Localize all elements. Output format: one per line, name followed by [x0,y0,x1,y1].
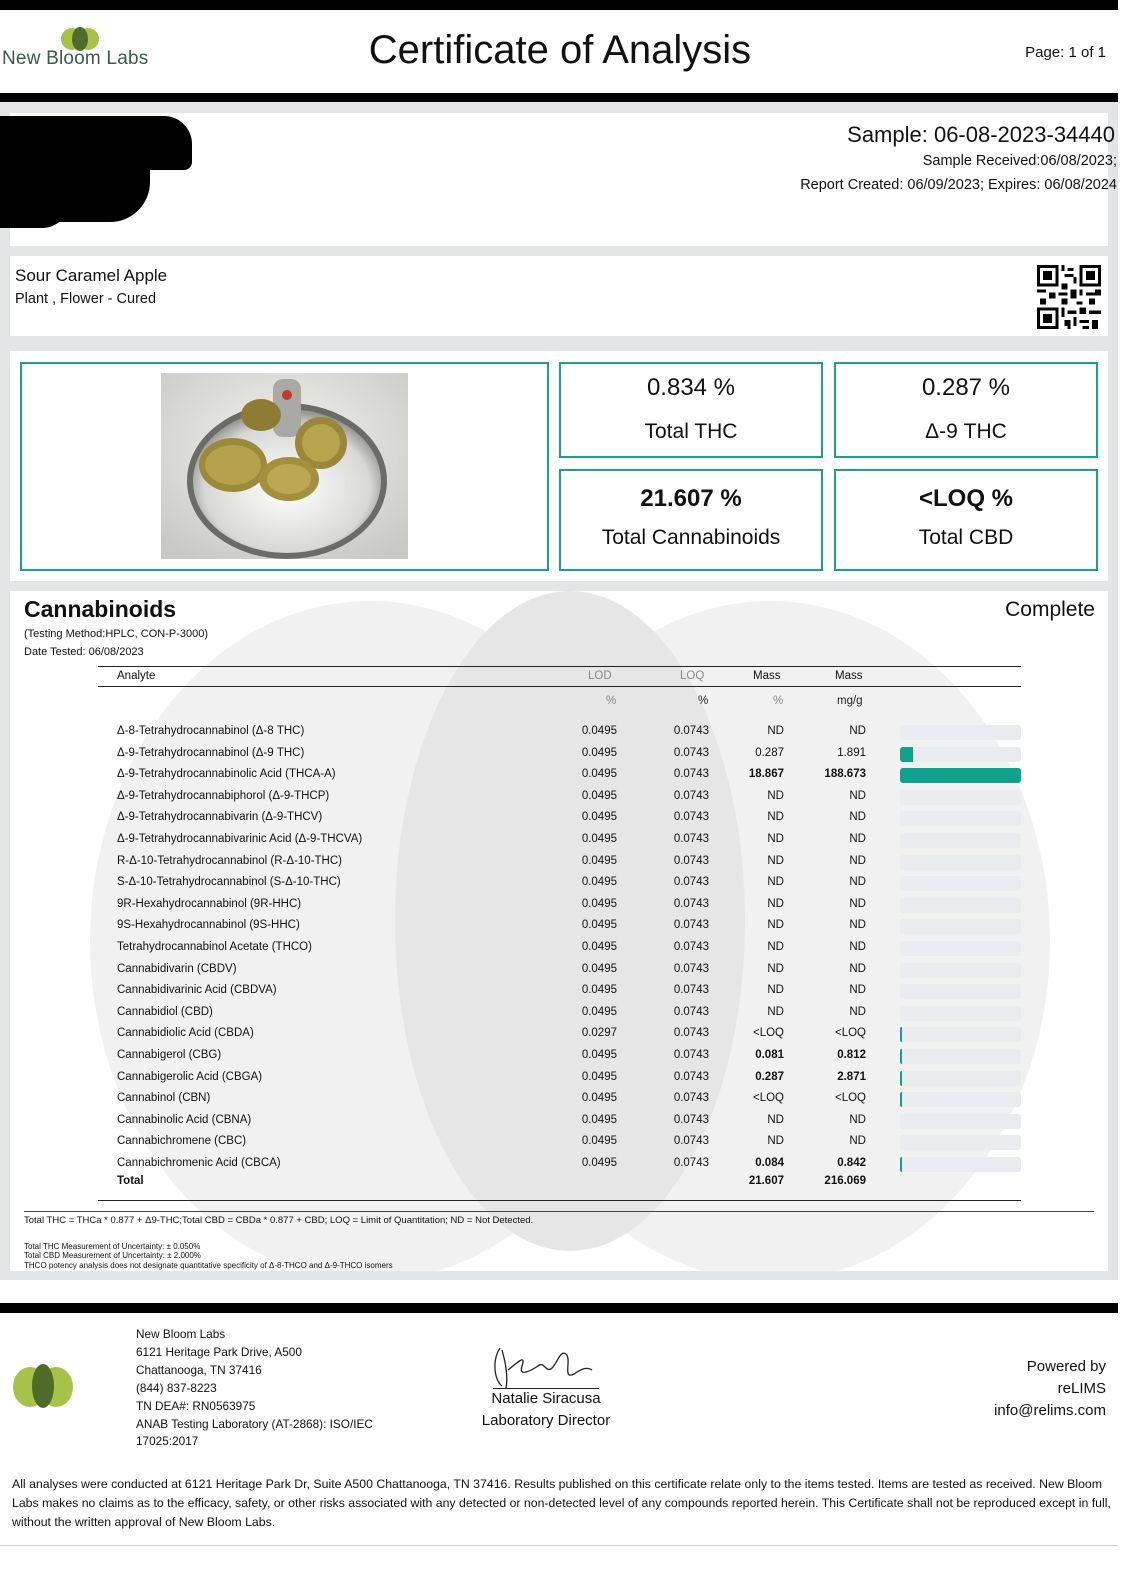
loq-value: 0.0743 [673,1005,709,1018]
footnote-rule [24,1211,1094,1212]
loq-value: 0.0743 [673,811,709,824]
lod-value: 0.0495 [581,811,617,824]
loq-value: 0.0743 [673,725,709,737]
mass-bar-fill [900,1092,902,1107]
section-status: Complete [1005,598,1095,621]
lod-value: 0.0495 [581,1049,617,1061]
loq-value: 0.0743 [673,962,709,975]
analyte-name: 9R-Hexahydrocannabinol (9R-HHC) [117,897,302,910]
analyte-name: Δ-8-Tetrahydrocannabinol (Δ-8 THC) [117,725,305,737]
lab-phone: (844) 837-8223 [136,1380,217,1395]
mass-bar-track [900,768,1021,783]
total-cannabinoids-label: Total Cannabinoids [601,526,781,549]
signature [488,1340,598,1392]
footnote-definitions: Total THC = THCa * 0.877 + Δ9-THC;Total CBD = CBDa * 0.877 + CBD; LOQ = Limit of Quantitation; ND = Not Detected. [24,1215,534,1226]
table-row [98,1111,1021,1132]
mass-mg-value: ND [849,984,866,997]
mass-mg-value: ND [849,833,866,845]
loq-value: 0.0743 [673,1092,709,1105]
mass-bar-track [900,919,1021,934]
mass-bar-track [900,1135,1021,1150]
mass-bar-track [900,855,1021,870]
total-cbd-label: Total CBD [918,526,1014,549]
mass-pct-value: ND [767,919,784,932]
mass-bar-track [900,1071,1021,1086]
total-mass-pct: 21.607 [748,1175,784,1187]
total-cannabinoids-value: 21.607 % [640,485,742,512]
header-rule [0,93,1118,102]
uncertainty-notes [24,1242,393,1270]
mass-bar-track [900,833,1021,848]
mass-mg-value: ND [849,962,866,975]
mass-mg-value: 0.842 [837,1157,866,1169]
mass-pct-value: 18.867 [748,768,784,781]
col-header-analyte: Analyte [117,670,156,682]
mass-bar-track [900,984,1021,999]
mass-mg-value: 2.871 [837,1070,866,1083]
mass-pct-value: ND [767,1113,784,1126]
lab-accreditation: ANAB Testing Laboratory (AT-2868): ISO/IEC [136,1416,373,1431]
mass-pct-value: 0.287 [755,746,784,759]
table-row [98,1068,1021,1089]
signer-name: Natalie Siracusa [491,1390,601,1407]
unit-lod: % [606,695,617,707]
lod-value: 0.0495 [581,789,617,802]
lod-value: 0.0495 [581,833,617,845]
loq-value: 0.0743 [673,746,709,759]
table-row [98,744,1021,765]
signature-line [493,1388,599,1389]
loq-value: 0.0743 [673,1157,709,1169]
loq-value: 0.0743 [673,1027,709,1040]
table-row [98,830,1021,851]
mass-mg-value: ND [849,876,866,889]
date-tested: Date Tested: 06/08/2023 [24,646,144,658]
mass-bar-track [900,941,1021,956]
lod-value: 0.0297 [581,1027,617,1040]
mass-pct-value: ND [767,833,784,845]
mass-pct-value: ND [767,1135,784,1148]
mass-mg-value: ND [849,811,866,824]
sample-received: Sample Received:06/08/2023; [922,153,1117,169]
mass-bar-fill [900,768,1021,783]
page-title: Certificate of Analysis [368,28,752,72]
mass-mg-value: ND [849,854,866,867]
bottom-rule [0,1545,1118,1546]
analyte-name: Tetrahydrocannabinol Acetate (THCO) [117,941,312,953]
mass-mg-value: 188.673 [824,768,866,781]
mass-bar-fill [900,1027,902,1042]
table-bottom-rule [98,1200,1021,1201]
mass-bar-track [900,898,1021,913]
new-bloom-logo-icon [12,1362,74,1412]
table-row [98,1003,1021,1024]
disclaimer: All analyses were conducted at 6121 Heritage Park Dr, Suite A500 Chattanooga, TN 37416. Results published on this certificate relate only to the items tested. Items are tested as received. New Bloom Labs makes no claims as to the efficacy, safety, or other risks associated with any detected or non-detected level of any compounds reported herein. This Certificate shall not be reproduced except in full, without the written approval of New Bloom Labs. [12,1477,1111,1529]
mass-mg-value: ND [849,919,866,932]
table-row [98,787,1021,808]
mass-bar-track [900,1092,1021,1107]
mass-pct-value: ND [767,984,784,997]
lod-value: 0.0495 [581,897,617,910]
analyte-name: Cannabidivarin (CBDV) [117,962,237,975]
mass-bar-track [900,1114,1021,1129]
mass-mg-value: ND [849,725,866,737]
total-thc-card [559,362,823,458]
col-header-mass-mg: Mass [835,670,863,682]
lod-value: 0.0495 [581,746,617,759]
mass-pct-value: 0.287 [755,1070,784,1083]
analyte-name: Cannabidivarinic Acid (CBDVA) [117,984,277,997]
table-row [98,1089,1021,1110]
mass-mg-value: <LOQ [834,1092,866,1105]
mass-mg-value: <LOQ [834,1027,866,1040]
analyte-name: Δ-9-Tetrahydrocannabivarin (Δ-9-THCV) [117,811,323,824]
total-thc-value: 0.834 % [646,374,736,401]
table-row [98,722,1021,743]
loq-value: 0.0743 [673,984,709,997]
page-number: Page: 1 of 1 [1025,44,1106,61]
total-label: Total [117,1175,144,1187]
lod-value: 0.0495 [581,962,617,975]
mass-bar-track [900,1027,1021,1042]
lod-value: 0.0495 [581,854,617,867]
loq-value: 0.0743 [673,919,709,932]
loq-value: 0.0743 [673,1070,709,1083]
sample-photo [161,373,408,559]
lod-value: 0.0495 [581,919,617,932]
lab-city: Chattanooga, TN 37416 [136,1362,262,1377]
loq-value: 0.0743 [673,941,709,953]
analyte-name: Cannabichromenic Acid (CBCA) [117,1157,281,1169]
product-name: Sour Caramel Apple [15,266,168,285]
d9-thc-label: Δ-9 THC [925,420,1007,443]
mass-bar-track [900,1157,1021,1172]
logo-text: New Bloom Labs [2,48,149,69]
product-panel [10,256,1108,336]
analyte-name: Cannabidiol (CBD) [117,1005,213,1018]
table-row [98,765,1021,786]
section-title: Cannabinoids [24,596,177,622]
lod-value: 0.0495 [581,1092,617,1105]
table-top-rule [98,666,1021,667]
loq-value: 0.0743 [673,854,709,867]
table-row [98,808,1021,829]
table-row [98,873,1021,894]
mass-bar-track [900,747,1021,762]
vendor-email-link[interactable]: info@relims.com [994,1402,1106,1419]
thco-note: THCO potency analysis does not designate quantitative specificity of Δ-8-THCO and Δ-9-THCO isomers [24,1260,393,1270]
lod-value: 0.0495 [581,725,617,737]
lab-address: 6121 Heritage Park Drive, A500 [136,1344,302,1359]
analyte-name: Cannabinol (CBN) [117,1092,211,1105]
loq-value: 0.0743 [673,1049,709,1061]
uncertainty-thc: Total THC Measurement of Uncertainty: ± 0.050% [24,1242,201,1251]
mass-bar-track [900,1006,1021,1021]
uncertainty-cbd: Total CBD Measurement of Uncertainty: ± 2.000% [24,1251,201,1261]
mass-mg-value: ND [849,1135,866,1148]
analyte-name: Δ-9-Tetrahydrocannabivarinic Acid (Δ-9-THCVA) [117,833,363,845]
table-row [98,916,1021,937]
mass-mg-value: ND [849,1005,866,1018]
mass-bar-track [900,1049,1021,1064]
loq-value: 0.0743 [673,876,709,889]
unit-loq: % [698,695,709,707]
mass-mg-value: 1.891 [837,746,866,759]
mass-pct-value: ND [767,854,784,867]
table-row [98,1024,1021,1045]
total-cannabinoids-card [559,469,823,571]
analyte-name: Cannabichromene (CBC) [117,1135,247,1148]
lod-value: 0.0495 [581,1157,617,1169]
lod-value: 0.0495 [581,876,617,889]
lod-value: 0.0495 [581,1135,617,1148]
mass-pct-value: ND [767,725,784,737]
total-cbd-value: <LOQ % [918,485,1014,512]
loq-value: 0.0743 [673,1113,709,1126]
mass-mg-value: ND [849,789,866,802]
lab-dea: TN DEA#: RN0563975 [136,1398,256,1413]
powered-by-vendor: reLIMS [1057,1380,1106,1397]
table-row [98,895,1021,916]
mass-pct-value: ND [767,1005,784,1018]
loq-value: 0.0743 [673,789,709,802]
mass-pct-value: 0.084 [755,1157,784,1169]
top-rule [0,0,1118,10]
table-row [98,960,1021,981]
lod-value: 0.0495 [581,1070,617,1083]
lab-accreditation-2: 17025:2017 [136,1434,199,1449]
analyte-name: R-Δ-10-Tetrahydrocannabinol (R-Δ-10-THC) [117,854,342,867]
testing-method: (Testing Method:HPLC, CON-P-3000) [24,628,209,640]
powered-by-label: Powered by [1026,1358,1106,1375]
mass-pct-value: <LOQ [752,1092,784,1105]
mass-pct-value: 0.081 [755,1049,784,1061]
powered-by [994,1356,1106,1422]
analyte-name: Δ-9-Tetrahydrocannabinolic Acid (THCA-A) [117,768,336,781]
footer-rule [0,1303,1118,1313]
lab-name: New Bloom Labs [136,1327,226,1341]
mass-bar-track [900,811,1021,826]
table-total-row [98,1172,1021,1193]
sample-id: Sample: 06-08-2023-34440 [847,122,1115,147]
analyte-name: 9S-Hexahydrocannabinol (9S-HHC) [117,919,300,932]
table-row [98,981,1021,1002]
unit-mass-mg: mg/g [837,695,863,707]
mass-pct-value: <LOQ [752,1027,784,1040]
mass-pct-value: ND [767,962,784,975]
analyte-name: Cannabigerol (CBG) [117,1049,222,1061]
loq-value: 0.0743 [673,897,709,910]
mass-pct-value: ND [767,876,784,889]
report-dates: Report Created: 06/09/2023; Expires: 06/08/2024 [800,177,1117,193]
loq-value: 0.0743 [673,768,709,781]
lod-value: 0.0495 [581,984,617,997]
table-header-rule [98,686,1021,687]
lod-value: 0.0495 [581,1113,617,1126]
table-row [98,1132,1021,1153]
analyte-name: Cannabidiolic Acid (CBDA) [117,1027,254,1040]
header [0,10,1118,94]
analyte-name: Δ-9-Tetrahydrocannabiphorol (Δ-9-THCP) [117,789,330,802]
analyte-name: Δ-9-Tetrahydrocannabinol (Δ-9 THC) [117,746,305,759]
col-header-loq: LOQ [680,670,705,682]
signer-title: Laboratory Director [481,1412,611,1429]
total-thc-label: Total THC [644,420,738,443]
loq-value: 0.0743 [673,1135,709,1148]
mass-mg-value: ND [849,897,866,910]
analyte-name: S-Δ-10-Tetrahydrocannabinol (S-Δ-10-THC) [117,876,341,889]
lab-contact-info [136,1326,373,1451]
mass-pct-value: ND [767,897,784,910]
table-row [98,1046,1021,1067]
mass-pct-value: ND [767,811,784,824]
mass-pct-value: ND [767,789,784,802]
mass-mg-value: ND [849,941,866,953]
d9-thc-card [834,362,1098,458]
col-header-mass-pct: Mass [753,670,781,682]
table-row [98,852,1021,873]
col-header-lod: LOD [588,670,612,682]
product-type: Plant , Flower - Cured [15,291,157,307]
lod-value: 0.0495 [581,1005,617,1018]
mass-mg-value: ND [849,1113,866,1126]
total-mass-mg: 216.069 [824,1175,866,1187]
mass-pct-value: ND [767,941,784,953]
mass-bar-fill [900,1071,902,1086]
mass-bar-track [900,725,1021,740]
d9-thc-value: 0.287 % [921,374,1011,401]
mass-bar-fill [900,747,913,762]
qr-code-icon[interactable] [1037,265,1101,329]
unit-mass-pct: % [773,695,784,707]
lod-value: 0.0495 [581,941,617,953]
mass-bar-track [900,876,1021,891]
lod-value: 0.0495 [581,768,617,781]
mass-bar-track [900,963,1021,978]
mass-bar-track [900,790,1021,805]
mass-mg-value: 0.812 [837,1049,866,1061]
mass-bar-fill [900,1049,902,1064]
total-cbd-card [834,469,1098,571]
table-row [98,938,1021,959]
mass-bar-fill [900,1157,902,1172]
analyte-name: Cannabinolic Acid (CBNA) [117,1113,252,1126]
loq-value: 0.0743 [673,833,709,845]
analyte-name: Cannabigerolic Acid (CBGA) [117,1070,263,1083]
